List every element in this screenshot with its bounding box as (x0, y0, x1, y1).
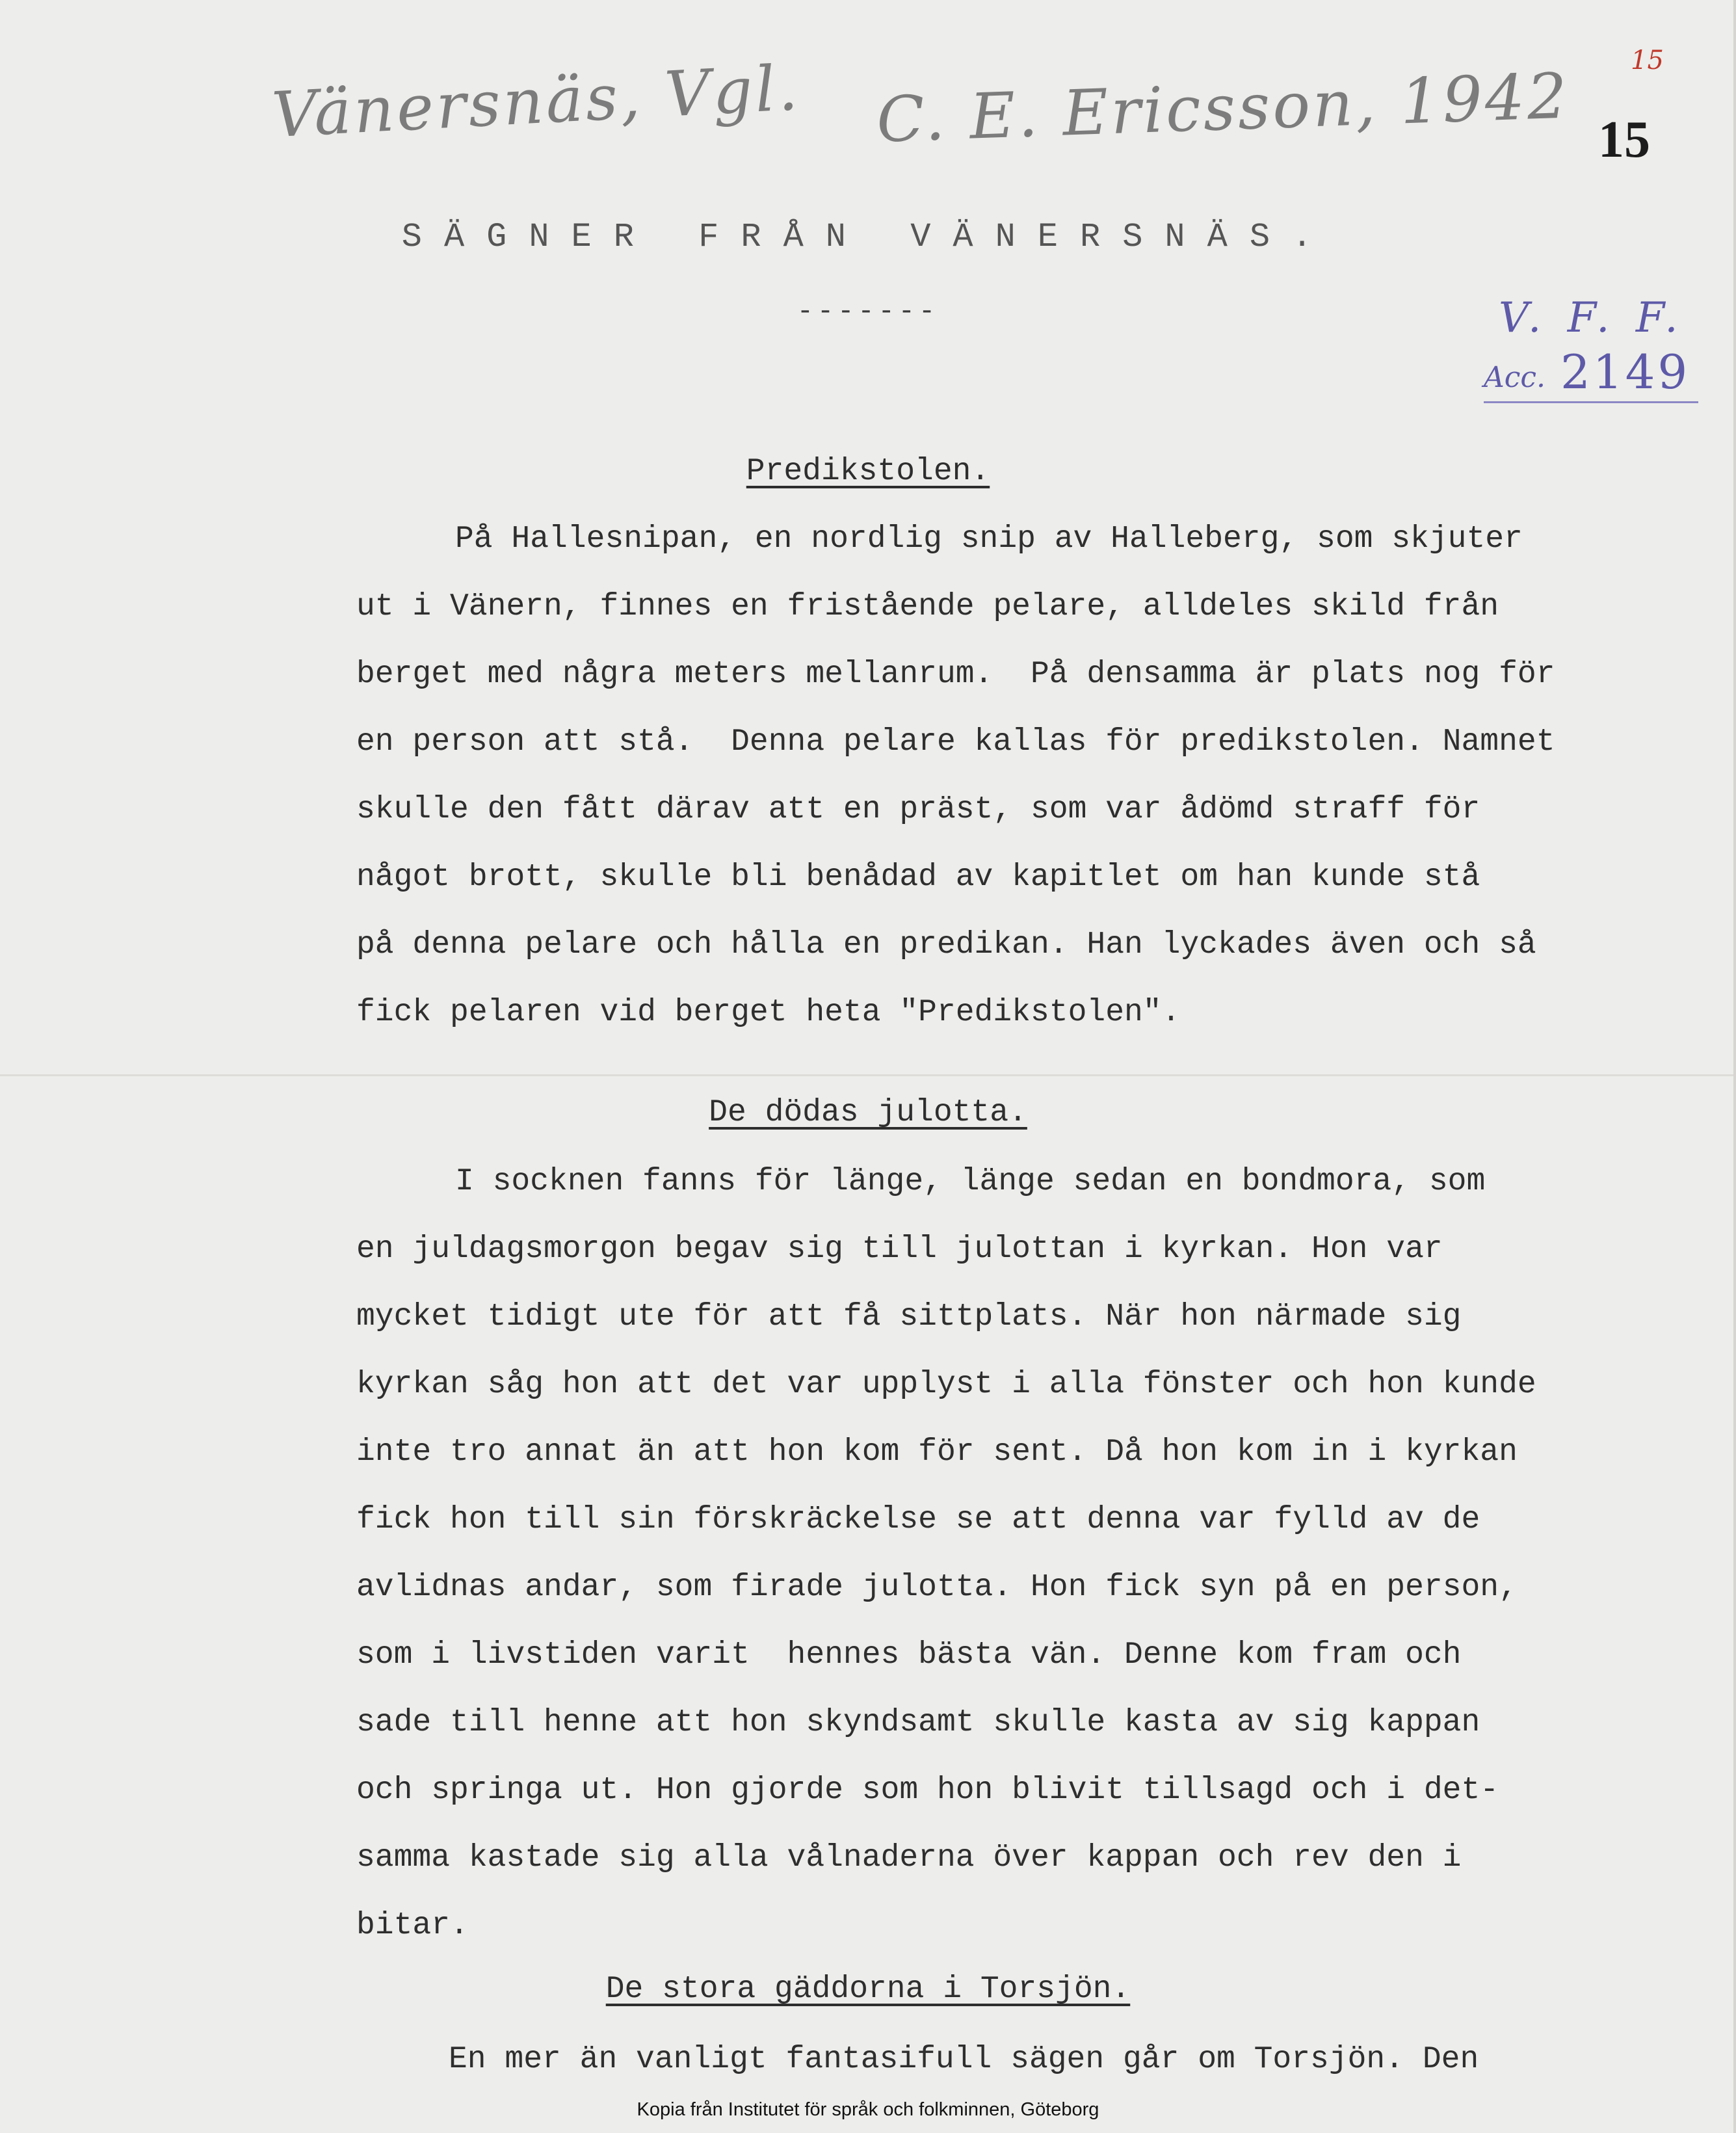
text-line: som i livstiden varit hennes bästa vän. Denne kom fram och (356, 1637, 1462, 1673)
text-line: ut i Vänern, finnes en fristående pelare, alldeles skild från (356, 589, 1499, 624)
title-rule: ------- (796, 296, 940, 327)
stamp-acc-prefix: Acc. (1484, 361, 1546, 394)
paper-fold (0, 1074, 1736, 1076)
section-heading: Predikstolen. (746, 454, 990, 489)
page-number: 15 (1598, 111, 1650, 168)
text-line: bitar. (356, 1908, 469, 1943)
text-line: på denna pelare och hålla en predikan. Han lyckades även och så (356, 927, 1536, 962)
text-line: en person att stå. Denna pelare kallas för predikstolen. Namnet (356, 724, 1555, 760)
text-line: skulle den fått därav att en präst, som var ådömd straff för (356, 792, 1480, 827)
text-line: En mer än vanligt fantasifull sägen går om Torsjön. Den (449, 2042, 1479, 2077)
text-line: På Hallesnipan, en nordlig snip av Halleberg, som skjuter (455, 522, 1523, 557)
text-line: något brott, skulle bli benådad av kapitlet om han kunde stå (356, 860, 1480, 895)
handwritten-place: Vänersnäs, Vgl. (270, 51, 802, 152)
text-line: sade till henne att hon skyndsamt skulle kasta av sig kappan (356, 1705, 1480, 1740)
text-line: kyrkan såg hon att det var upplyst i alla fönster och hon kunde (356, 1367, 1536, 1402)
handwritten-author: C. E. Ericsson, 1942 (875, 59, 1571, 157)
section-heading: De stora gäddorna i Torsjön. (605, 1972, 1131, 2007)
stamp-org: V. F. F. (1499, 294, 1685, 342)
stamp-acc-number: 2149 (1560, 345, 1690, 399)
text-line: mycket tidigt ute för att få sittplats. När hon närmade sig (356, 1299, 1462, 1334)
text-line: berget med några meters mellanrum. På densamma är plats nog för (356, 657, 1555, 692)
text-line: fick hon till sin förskräckelse se att denna var fylld av de (356, 1502, 1480, 1537)
archive-footer: Kopia från Institutet för språk och folkminnen, Göteborg (637, 2099, 1099, 2120)
text-line: I socknen fanns för länge, länge sedan en bondmora, som (455, 1164, 1486, 1199)
stamp-underline (1484, 401, 1698, 403)
text-line: en juldagsmorgon begav sig till julottan i kyrkan. Hon var (356, 1232, 1443, 1267)
text-line: fick pelaren vid berget heta "Predikstolen". (356, 995, 1181, 1030)
document-title: SÄGNER FRÅN VÄNERSNÄS. (401, 218, 1335, 256)
text-line: och springa ut. Hon gjorde som hon blivit tillsagd och i det- (356, 1773, 1499, 1808)
text-line: inte tro annat än att hon kom för sent. Då hon kom in i kyrkan (356, 1435, 1518, 1470)
text-line: avlidnas andar, som firade julotta. Hon fick syn på en person, (356, 1570, 1518, 1605)
text-line: samma kastade sig alla vålnaderna över kappan och rev den i (356, 1840, 1462, 1875)
red-page-mark: 15 (1631, 46, 1664, 75)
section-heading: De dödas julotta. (709, 1095, 1027, 1130)
